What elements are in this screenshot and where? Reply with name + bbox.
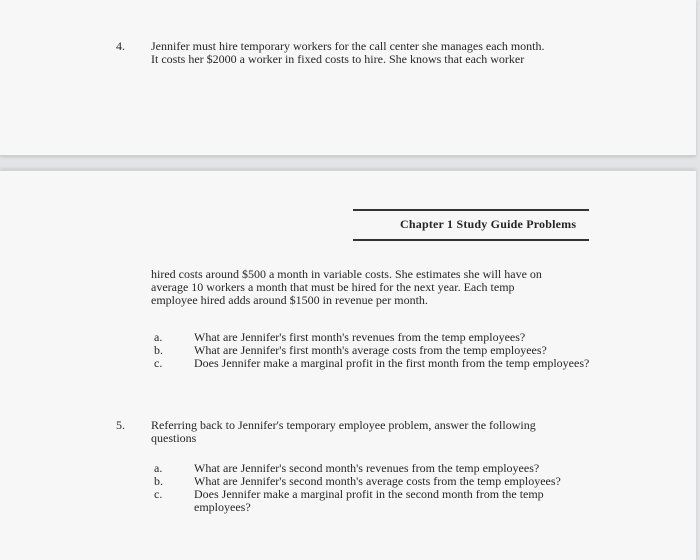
question-text: Does Jennifer make a marginal profit in the second month from the temp employees? (194, 487, 544, 514)
problem-4-line-1: Jennifer must hire temporary workers for the call center she manages each month. (151, 39, 545, 53)
question-marker: a. (154, 330, 163, 344)
question-item (154, 488, 594, 514)
question-marker: c. (154, 487, 163, 501)
question-text: What are Jennifer's first month's revenues from the temp employees? (194, 330, 526, 344)
question-item (154, 357, 594, 370)
problem-4-number: 4. (116, 39, 125, 53)
document-page-2 (0, 170, 696, 560)
continuation-line-3: employee hired adds around $1500 in revenue per month. (151, 293, 428, 307)
problem-4-continuation (151, 268, 611, 307)
question-text: Does Jennifer make a marginal profit in the first month from the temp employees? (194, 356, 590, 370)
problem-5-number: 5. (116, 418, 125, 432)
document-page-1 (0, 0, 696, 156)
header-rule-top (353, 209, 589, 211)
problem-5-line-1: Referring back to Jennifer's temporary employee problem, answer the following (151, 418, 536, 432)
chapter-title: Chapter 1 Study Guide Problems (400, 217, 577, 231)
question-text: What are Jennifer's second month's revenues from the temp employees? (194, 461, 540, 475)
problem-5-line-2: questions (151, 431, 197, 445)
problem-5-text (151, 419, 611, 445)
problem-4-questions (154, 331, 594, 370)
question-text: What are Jennifer's second month's average costs from the temp employees? (194, 474, 561, 488)
question-marker: a. (154, 461, 163, 475)
question-marker: b. (154, 343, 163, 357)
question-text: What are Jennifer's first month's average costs from the temp employees? (194, 343, 547, 357)
question-marker: c. (154, 356, 163, 370)
problem-4-text (151, 40, 611, 66)
continuation-line-2: average 10 workers a month that must be hired for the next year. Each temp (151, 280, 515, 294)
continuation-line-1: hired costs around $500 a month in variable costs. She estimates she will have on (151, 267, 542, 281)
problem-4-line-2: It costs her $2000 a worker in fixed costs to hire. She knows that each worker (151, 52, 525, 66)
question-marker: b. (154, 474, 163, 488)
header-rule-bottom (353, 239, 589, 241)
problem-5-questions (154, 462, 594, 514)
